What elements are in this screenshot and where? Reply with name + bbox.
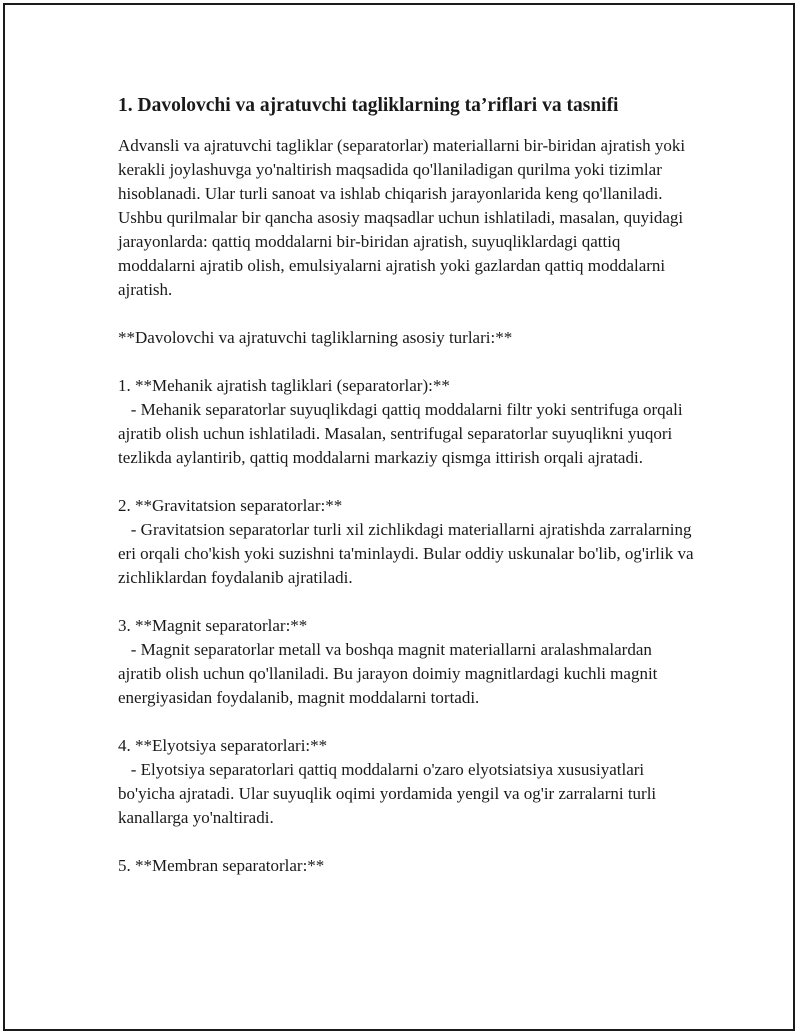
list-item xyxy=(118,494,698,590)
list-item-title: 5. **Membran separatorlar:** xyxy=(118,856,325,875)
list-item xyxy=(118,374,698,470)
document-content xyxy=(118,92,698,878)
spacer xyxy=(118,470,698,494)
list-item xyxy=(118,854,698,878)
spacer xyxy=(118,350,698,374)
list-item-title: 3. **Magnit separatorlar:** xyxy=(118,616,308,635)
list-item xyxy=(118,614,698,710)
intro-paragraph: Advansli va ajratuvchi tagliklar (separatorlar) materiallarni bir-biridan ajratish yoki kerakli joylashuvga yo'naltirish maqsadida qo'llaniladigan qurilma yoki tizimlar hisoblanadi. Ular turli sanoat va ishlab chiqarish jarayonlarida keng qo'llaniladi. Ushbu qurilmalar bir qancha asosiy maqsadlar uchun ishlatiladi, masalan, quyidagi jarayonlarda: qattiq moddalarni bir-biridan ajratish, suyuqliklardagi qattiq moddalarni ajratib olish, emulsiyalarni ajratish yoki gazlardan qattiq moddalarni ajratish. xyxy=(118,136,686,299)
types-heading: **Davolovchi va ajratuvchi tagliklarning asosiy turlari:** xyxy=(118,328,513,347)
spacer xyxy=(118,830,698,854)
spacer xyxy=(118,590,698,614)
list-item-body: - Magnit separatorlar metall va boshqa magnit materiallarni aralashmalardan ajratib olish uchun qo'llaniladi. Bu jarayon doimiy magnitlardagi kuchli magnit energiyasidan foydalanib, magnit moddalarni tortadi. xyxy=(118,640,662,707)
list-item-body: - Gravitatsion separatorlar turli xil zichlikdagi materiallarni ajratishda zarralarning eri orqali cho'kish yoki suzishni ta'minlaydi. Bular oddiy uskunalar bo'lib, og'irlik va zichliklardan foydalanib ajratiladi. xyxy=(118,520,698,587)
document-heading: 1. Davolovchi va ajratuvchi tagliklarning ta’riflari va tasnifi xyxy=(118,95,619,116)
list-item-title: 4. **Elyotsiya separatorlari:** xyxy=(118,736,328,755)
list-item-title: 1. **Mehanik ajratish tagliklari (separatorlar):** xyxy=(118,376,450,395)
list-item-body: - Elyotsiya separatorlari qattiq moddalarni o'zaro elyotsiatsiya xususiyatlari bo'yicha ajratadi. Ular suyuqlik oqimi yordamida yengil va og'ir zarralarni turli kanallarga yo'naltiradi. xyxy=(118,760,661,827)
list-item-body: - Mehanik separatorlar suyuqlikdagi qattiq moddalarni filtr yoki sentrifuga orqali ajratib olish uchun ishlatiladi. Masalan, sentrifugal separatorlar suyuqlikni yuqori tezlikda aylantirib, qattiq moddalarni markaziy qismga ittirish orqali ajratadi. xyxy=(118,400,687,467)
spacer xyxy=(118,710,698,734)
list-item-title: 2. **Gravitatsion separatorlar:** xyxy=(118,496,343,515)
list-item xyxy=(118,734,698,830)
spacer xyxy=(118,302,698,326)
